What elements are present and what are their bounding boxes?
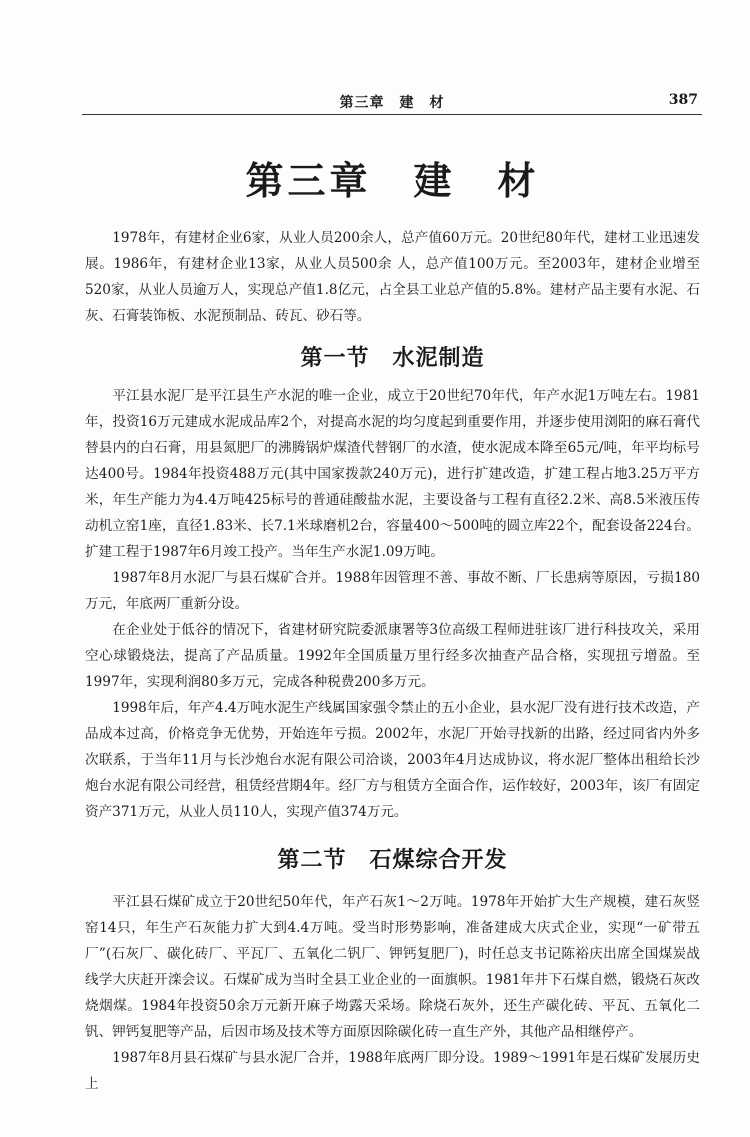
paragraph: 平江县石煤矿成立于20世纪50年代，年产石灰1～2万吨。1978年开始扩大生产规模，建石灰竖窑14只，年生产石灰能力扩大到4.4万吨。受当时形势影响，准备建成大庆式企业，实现“一矿带五厂”(石灰厂、碳化砖厂、平瓦厂、五氧化二钒厂、钾钙复肥厂)，时任总支书记陈裕庆出席全国煤炭战线学大庆赶开滦会议。石煤矿成为当时全县工业企业的一面旗帜。1981年井下石煤自燃，锻烧石灰改烧烟煤。1984年投资50余万元新开麻子坳露天采场。除烧石灰外，还生产碳化砖、平瓦、五氧化二钒、钾钙复肥等产品，后因市场及技术等方面原因除碳化砖一直生产外，其他产品相继停产。 — [85, 894, 700, 1040]
section-2-text — [85, 889, 700, 1097]
section-heading-2: 第二节 石煤综合开发 — [277, 847, 508, 873]
running-header — [82, 88, 702, 115]
paragraph: 1978年，有建材企业6家，从业人员200余人，总产值60万元。20世纪80年代，建材工业迅速发展。1986年，有建材企业13家，从业人员500余 人，总产值100万元。至2003年，建材企业增至520家，从业人员逾万人，实现总产值1.8亿元，占全县工业总产值的5.8%。建材产品主要有水泥、石灰、石膏装饰板、水泥预制品、砖瓦、砂石等。 — [85, 230, 700, 324]
section-heading-1: 第一节 水泥制造 — [300, 345, 485, 371]
paragraph: 在企业处于低谷的情况下，省建材研究院委派康署等3位高级工程师进驻该厂进行科技攻关，采用空心球锻烧法，提高了产品质量。1992年全国质量万里行经多次抽查产品合格，实现扭亏增盈。至1997年，实现利润80多万元，完成各种税费200多万元。 — [85, 622, 700, 690]
section-1-text — [85, 383, 700, 825]
paragraph: 1987年8月水泥厂与县石煤矿合并。1988年因管理不善、事故不断、厂长患病等原因，亏损180万元，年底两厂重新分设。 — [85, 570, 700, 612]
chapter-title: 第三章 建 材 — [245, 158, 540, 203]
running-title: 第三章 建 材 — [339, 95, 445, 111]
paragraph: 平江县水泥厂是平江县生产水泥的唯一企业，成立于20世纪70年代，年产水泥1万吨左右。1981年，投资16万元建成水泥成品库2个，对提高水泥的均匀度起到重要作用，并逐步使用浏阳的麻石膏代替县内的白石膏，用县氮肥厂的沸腾锅炉煤渣代替钢厂的水渣，使水泥成本降至65元/吨，年平均标号达400号。1984年投资488万元(其中国家拨款240万元)，进行扩建改造，扩建工程占地3.25万平方米，年生产能力为4.4万吨425标号的普通硅酸盐水泥，主要设备与工程有直径2.2米、高8.5米液压传动机立窑1座，直径1.83米、长7.1米球磨机2台，容量400～500吨的圆立库22个，配套设备224台。扩建工程于1987年6月竣工投产。当年生产水泥1.09万吨。 — [85, 388, 700, 560]
paragraph: 1998年后，年产4.4万吨水泥生产线属国家强令禁止的五小企业，县水泥厂没有进行技术改造，产品成本过高，价格竞争无优势，开始连年亏损。2002年，水泥厂开始寻找新的出路，经过同省内外多次联系，于当年11月与长沙炮台水泥有限公司洽谈，2003年4月达成协议，将水泥厂整体出租给长沙炮台水泥有限公司经营，租赁经营期4年。经厂方与租赁方全面合作，运作较好，2003年，该厂有固定资产371万元，从业人员110人，实现产值374万元。 — [85, 700, 700, 820]
paragraph: 1987年8月县石煤矿与县水泥厂合并，1988年底两厂即分设。1989～1991年是石煤矿发展历史上 — [85, 1050, 700, 1092]
intro-text — [85, 225, 700, 329]
page-number: 387 — [668, 92, 698, 108]
